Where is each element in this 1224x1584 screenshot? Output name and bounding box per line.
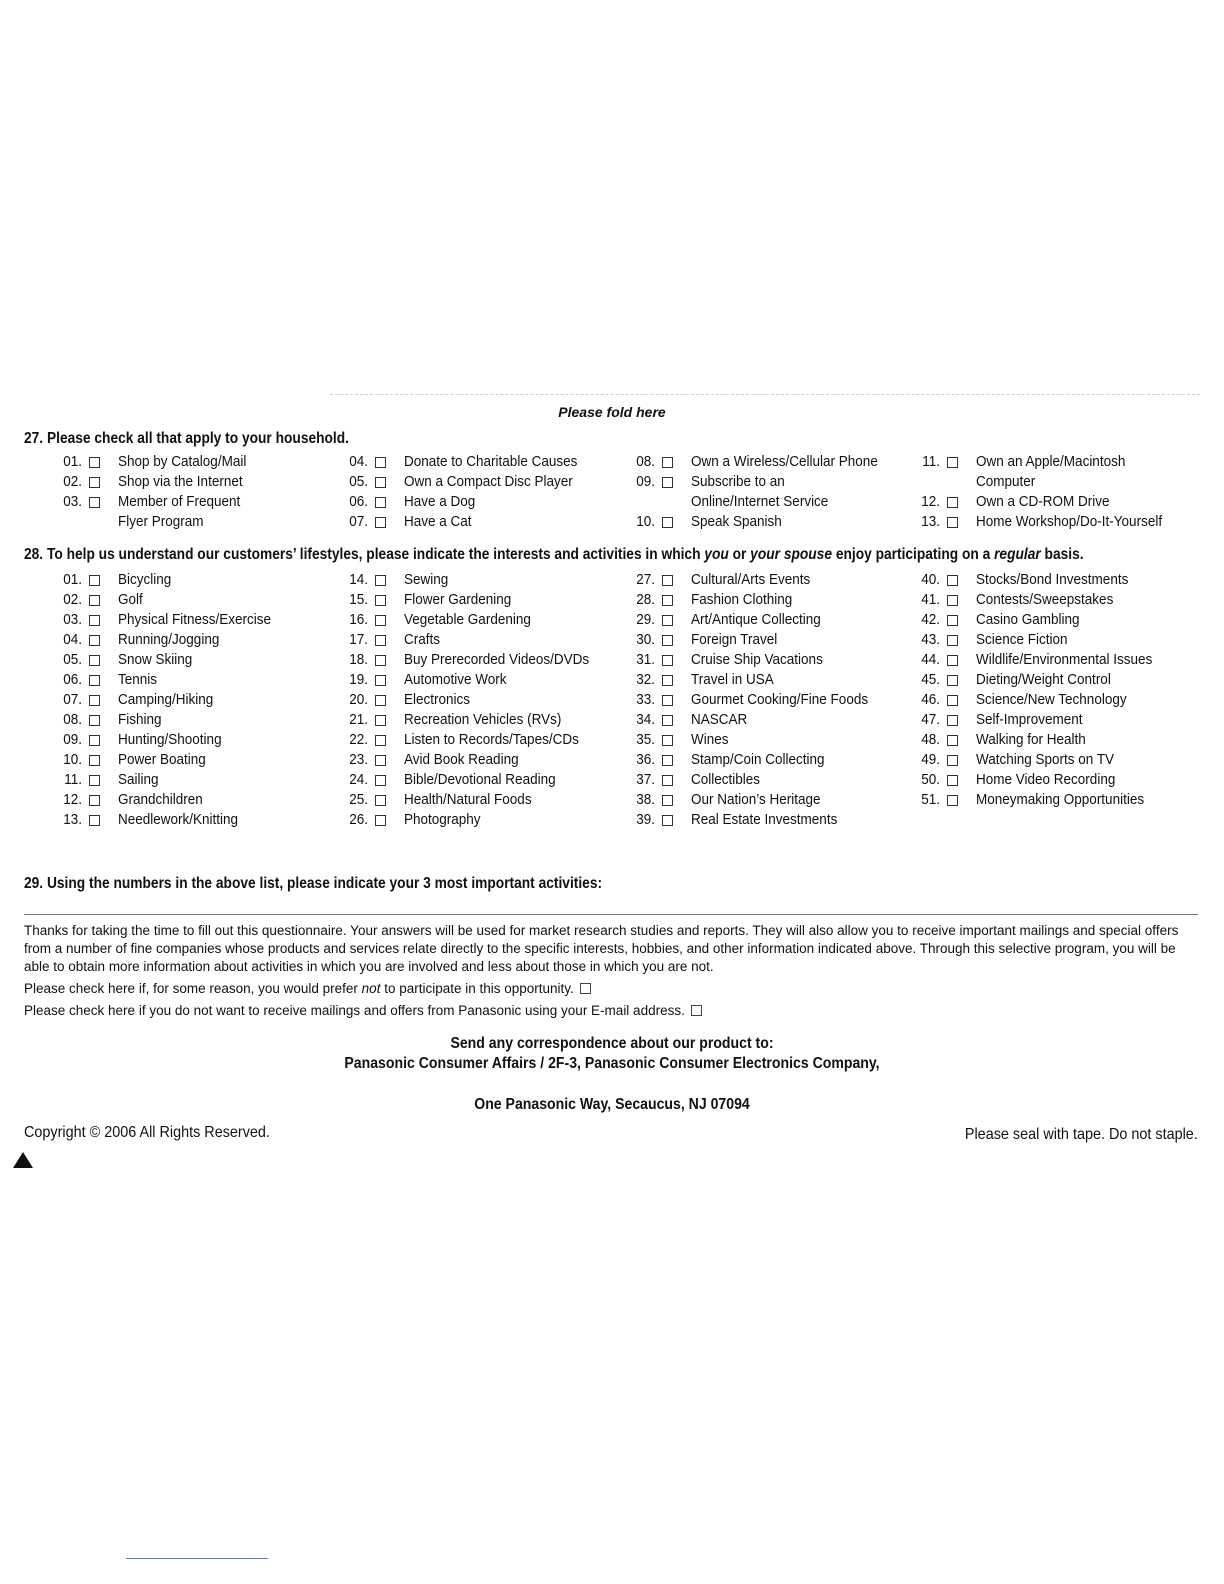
option-label: Automotive Work — [404, 671, 507, 688]
option-checkbox[interactable] — [375, 735, 386, 746]
option-label: NASCAR — [691, 711, 748, 728]
option-checkbox[interactable] — [375, 775, 386, 786]
option-number: 02. — [63, 591, 82, 608]
option-checkbox[interactable] — [375, 755, 386, 766]
option-checkbox[interactable] — [375, 595, 386, 606]
option-number: 15. — [349, 591, 368, 608]
option-label: Have a Cat — [404, 513, 472, 530]
option-checkbox[interactable] — [89, 635, 100, 646]
fold-line — [330, 394, 1200, 397]
option-checkbox[interactable] — [375, 477, 386, 488]
option-checkbox[interactable] — [947, 497, 958, 508]
option-label: Own an Apple/Macintosh — [976, 453, 1126, 470]
option-number: 09. — [63, 731, 82, 748]
option-number: 16. — [349, 611, 368, 628]
option-label: Contests/Sweepstakes — [976, 591, 1114, 608]
option-number: 27. — [636, 571, 655, 588]
option-label: Casino Gambling — [976, 611, 1080, 628]
option-checkbox[interactable] — [89, 775, 100, 786]
option-label: Collectibles — [691, 771, 761, 788]
option-label: Walking for Health — [976, 731, 1086, 748]
option-checkbox[interactable] — [662, 735, 673, 746]
option-checkbox[interactable] — [89, 615, 100, 626]
optout-email-row — [24, 1003, 702, 1018]
option-number: 03. — [63, 493, 82, 510]
option-number: 04. — [63, 631, 82, 648]
option-label: Home Video Recording — [976, 771, 1116, 788]
option-checkbox[interactable] — [662, 715, 673, 726]
option-label: Dieting/Weight Control — [976, 671, 1111, 688]
option-number: 11. — [922, 453, 940, 470]
option-number: 14. — [349, 571, 368, 588]
option-number: 07. — [63, 691, 82, 708]
option-checkbox[interactable] — [89, 695, 100, 706]
option-checkbox[interactable] — [375, 635, 386, 646]
option-label: Cruise Ship Vacations — [691, 651, 823, 668]
option-checkbox[interactable] — [947, 715, 958, 726]
option-number: 49. — [921, 751, 940, 768]
correspondence-address: One Panasonic Way, Secaucus, NJ 07094 — [474, 1096, 750, 1113]
option-checkbox[interactable] — [662, 635, 673, 646]
option-number: 25. — [349, 791, 368, 808]
divider-line — [24, 914, 1198, 915]
option-label: Physical Fitness/Exercise — [118, 611, 272, 628]
option-number: 20. — [349, 691, 368, 708]
option-checkbox[interactable] — [662, 695, 673, 706]
option-checkbox[interactable] — [947, 755, 958, 766]
option-label: Flower Gardening — [404, 591, 512, 608]
option-label: Shop via the Internet — [118, 473, 243, 490]
option-number: 02. — [63, 473, 82, 490]
option-label: Photography — [404, 811, 481, 828]
option-label: Stocks/Bond Investments — [976, 571, 1129, 588]
option-label: Have a Dog — [404, 493, 476, 510]
option-number: 29. — [636, 611, 655, 628]
optout-email-checkbox[interactable] — [691, 1005, 702, 1016]
option-label: Electronics — [404, 691, 471, 708]
option-number: 42. — [921, 611, 940, 628]
option-checkbox[interactable] — [947, 595, 958, 606]
option-checkbox[interactable] — [662, 517, 673, 528]
option-checkbox[interactable] — [662, 795, 673, 806]
option-checkbox[interactable] — [89, 735, 100, 746]
option-checkbox[interactable] — [947, 457, 958, 468]
option-checkbox[interactable] — [89, 457, 100, 468]
option-number: 45. — [921, 671, 940, 688]
optout-participation-checkbox[interactable] — [580, 983, 591, 994]
option-number: 38. — [636, 791, 655, 808]
option-label: Vegetable Gardening — [404, 611, 531, 628]
option-number: 10. — [63, 751, 82, 768]
option-label: Computer — [976, 473, 1036, 490]
q28-heading-mid: enjoy participating on a — [831, 546, 995, 563]
option-checkbox[interactable] — [662, 655, 673, 666]
option-checkbox[interactable] — [662, 575, 673, 586]
option-label: Golf — [118, 591, 143, 608]
optout-participation-text-em: not — [361, 981, 381, 996]
option-checkbox[interactable] — [375, 695, 386, 706]
q28-heading-you: you — [704, 546, 729, 563]
copyright-text: Copyright © 2006 All Rights Reserved. — [24, 1124, 270, 1141]
option-checkbox[interactable] — [375, 655, 386, 666]
option-label: Watching Sports on TV — [976, 751, 1115, 768]
option-number: 17. — [349, 631, 368, 648]
option-checkbox[interactable] — [947, 517, 958, 528]
option-number: 37. — [636, 771, 655, 788]
option-number: 10. — [636, 513, 655, 530]
option-checkbox[interactable] — [375, 715, 386, 726]
option-checkbox[interactable] — [662, 755, 673, 766]
option-number: 28. — [636, 591, 655, 608]
option-number: 12. — [921, 493, 940, 510]
option-checkbox[interactable] — [947, 675, 958, 686]
q28-heading-end: basis. — [1040, 546, 1084, 563]
option-number: 35. — [636, 731, 655, 748]
option-number: 08. — [63, 711, 82, 728]
seal-instruction: Please seal with tape. Do not staple. — [965, 1126, 1198, 1143]
option-number: 48. — [921, 731, 940, 748]
question-28-heading — [24, 546, 1084, 564]
option-number: 11. — [64, 771, 82, 788]
fold-instruction: Please fold here — [558, 404, 666, 420]
option-label: Member of Frequent — [118, 493, 241, 510]
option-checkbox[interactable] — [662, 675, 673, 686]
option-checkbox[interactable] — [89, 795, 100, 806]
option-label: Wildlife/Environmental Issues — [976, 651, 1153, 668]
option-number: 01. — [63, 571, 82, 588]
option-label: Buy Prerecorded Videos/DVDs — [404, 651, 590, 668]
q28-heading-or: or — [728, 546, 751, 563]
option-label: Moneymaking Opportunities — [976, 791, 1145, 808]
option-checkbox[interactable] — [947, 635, 958, 646]
option-number: 50. — [921, 771, 940, 788]
option-label: Needlework/Knitting — [118, 811, 239, 828]
option-label: Cultural/Arts Events — [691, 571, 811, 588]
option-label: Own a Compact Disc Player — [404, 473, 573, 490]
option-number: 41. — [921, 591, 940, 608]
thanks-paragraph: Thanks for taking the time to fill out this questionnaire. Your answers will be used for market research studies and reports. They will also allow you to receive important mailings and special offers from a number of fine companies whose products and services relate directly to the specific interests, hobbies, and other information indicated above. Through this selective program, you will be able to obtain more information about activities in which you are involved and less about those in which you are not. — [24, 923, 1179, 974]
option-label: Foreign Travel — [691, 631, 778, 648]
option-checkbox[interactable] — [375, 795, 386, 806]
option-checkbox[interactable] — [375, 815, 386, 826]
option-number: 47. — [921, 711, 940, 728]
option-checkbox[interactable] — [662, 815, 673, 826]
option-label: Travel in USA — [691, 671, 774, 688]
q28-heading-regular: regular — [994, 546, 1041, 563]
option-label: Art/Antique Collecting — [691, 611, 821, 628]
option-checkbox[interactable] — [375, 457, 386, 468]
option-label: Power Boating — [118, 751, 206, 768]
option-number: 46. — [921, 691, 940, 708]
optout-participation-text-post: to participate in this opportunity. — [380, 981, 574, 996]
option-label: Subscribe to an — [691, 473, 785, 490]
optout-participation-text-pre: Please check here if, for some reason, you would prefer — [24, 981, 362, 996]
option-label: Own a Wireless/Cellular Phone — [691, 453, 878, 470]
option-number: 40. — [921, 571, 940, 588]
option-checkbox[interactable] — [947, 735, 958, 746]
option-label: Crafts — [404, 631, 441, 648]
option-label: Donate to Charitable Causes — [404, 453, 578, 470]
option-number: 51. — [921, 791, 940, 808]
option-checkbox[interactable] — [375, 575, 386, 586]
option-number: 21. — [349, 711, 368, 728]
option-checkbox[interactable] — [375, 675, 386, 686]
option-label: Shop by Catalog/Mail — [118, 453, 247, 470]
option-number: 23. — [349, 751, 368, 768]
option-number: 36. — [636, 751, 655, 768]
option-label: Sewing — [404, 571, 449, 588]
option-label: Hunting/Shooting — [118, 731, 222, 748]
option-number: 39. — [636, 811, 655, 828]
option-number: 43. — [921, 631, 940, 648]
option-label: Fishing — [118, 711, 162, 728]
q28-heading-spouse: your spouse — [750, 546, 832, 563]
option-checkbox[interactable] — [375, 615, 386, 626]
option-checkbox[interactable] — [662, 775, 673, 786]
option-label: Flyer Program — [118, 513, 204, 530]
option-checkbox[interactable] — [947, 575, 958, 586]
option-label: Our Nation’s Heritage — [691, 791, 821, 808]
option-number: 31. — [636, 651, 655, 668]
option-label: Camping/Hiking — [118, 691, 214, 708]
option-number: 33. — [636, 691, 655, 708]
option-checkbox[interactable] — [89, 655, 100, 666]
option-label: Self-Improvement — [976, 711, 1083, 728]
correspondence-company: Panasonic Consumer Affairs / 2F-3, Panasonic Consumer Electronics Company, — [344, 1055, 880, 1072]
option-number: 03. — [63, 611, 82, 628]
option-label: Bicycling — [118, 571, 172, 588]
option-checkbox[interactable] — [662, 457, 673, 468]
option-label: Real Estate Investments — [691, 811, 838, 828]
option-checkbox[interactable] — [89, 755, 100, 766]
option-number: 12. — [63, 791, 82, 808]
option-number: 08. — [636, 453, 655, 470]
option-label: Tennis — [118, 671, 158, 688]
option-number: 30. — [636, 631, 655, 648]
option-number: 06. — [63, 671, 82, 688]
optout-email-text: Please check here if you do not want to receive mailings and offers from Panasonic using your E-mail address. — [24, 1003, 685, 1018]
question-29-heading: 29. Using the numbers in the above list, please indicate your 3 most important activities: — [24, 875, 603, 892]
option-checkbox[interactable] — [89, 477, 100, 488]
option-number: 18. — [349, 651, 368, 668]
option-number: 01. — [63, 453, 82, 470]
bottom-rule — [126, 1558, 268, 1559]
option-checkbox[interactable] — [89, 675, 100, 686]
option-number: 04. — [349, 453, 368, 470]
option-label: Gourmet Cooking/Fine Foods — [691, 691, 869, 708]
option-number: 24. — [349, 771, 368, 788]
option-number: 06. — [349, 493, 368, 510]
option-label: Running/Jogging — [118, 631, 220, 648]
option-label: Own a CD-ROM Drive — [976, 493, 1110, 510]
correspondence-heading: Send any correspondence about our product to: — [450, 1035, 774, 1052]
option-number: 32. — [636, 671, 655, 688]
option-number: 22. — [349, 731, 368, 748]
option-label: Speak Spanish — [691, 513, 782, 530]
option-label: Stamp/Coin Collecting — [691, 751, 825, 768]
option-checkbox[interactable] — [375, 517, 386, 528]
option-checkbox[interactable] — [947, 695, 958, 706]
option-number: 19. — [349, 671, 368, 688]
option-checkbox[interactable] — [89, 815, 100, 826]
option-number: 44. — [921, 651, 940, 668]
option-label: Bible/Devotional Reading — [404, 771, 556, 788]
option-label: Snow Skiing — [118, 651, 193, 668]
option-checkbox[interactable] — [89, 595, 100, 606]
option-checkbox[interactable] — [662, 615, 673, 626]
option-checkbox[interactable] — [662, 477, 673, 488]
option-checkbox[interactable] — [947, 795, 958, 806]
option-checkbox[interactable] — [947, 615, 958, 626]
option-number: 09. — [636, 473, 655, 490]
option-number: 13. — [63, 811, 82, 828]
option-label: Online/Internet Service — [691, 493, 829, 510]
option-label: Fashion Clothing — [691, 591, 793, 608]
q28-heading-text: 28. To help us understand our customers’ lifestyles, please indicate the interests and activities in which — [24, 546, 705, 563]
option-label: Science/New Technology — [976, 691, 1127, 708]
option-number: 05. — [349, 473, 368, 490]
option-checkbox[interactable] — [662, 595, 673, 606]
option-checkbox[interactable] — [947, 775, 958, 786]
triangle-marker-icon — [12, 1150, 34, 1170]
option-number: 07. — [349, 513, 368, 530]
option-label: Recreation Vehicles (RVs) — [404, 711, 562, 728]
option-label: Home Workshop/Do-It-Yourself — [976, 513, 1163, 530]
optout-participation-row — [24, 981, 591, 996]
option-label: Listen to Records/Tapes/CDs — [404, 731, 579, 748]
option-number: 34. — [636, 711, 655, 728]
option-label: Sailing — [118, 771, 159, 788]
option-number: 13. — [921, 513, 940, 530]
option-number: 26. — [349, 811, 368, 828]
option-checkbox[interactable] — [89, 497, 100, 508]
option-checkbox[interactable] — [375, 497, 386, 508]
option-checkbox[interactable] — [89, 575, 100, 586]
option-checkbox[interactable] — [89, 715, 100, 726]
option-label: Avid Book Reading — [404, 751, 519, 768]
option-label: Wines — [691, 731, 729, 748]
option-checkbox[interactable] — [947, 655, 958, 666]
question-27-heading: 27. Please check all that apply to your household. — [24, 430, 349, 447]
option-number: 05. — [63, 651, 82, 668]
option-label: Health/Natural Foods — [404, 791, 532, 808]
option-label: Science Fiction — [976, 631, 1068, 648]
option-label: Grandchildren — [118, 791, 203, 808]
